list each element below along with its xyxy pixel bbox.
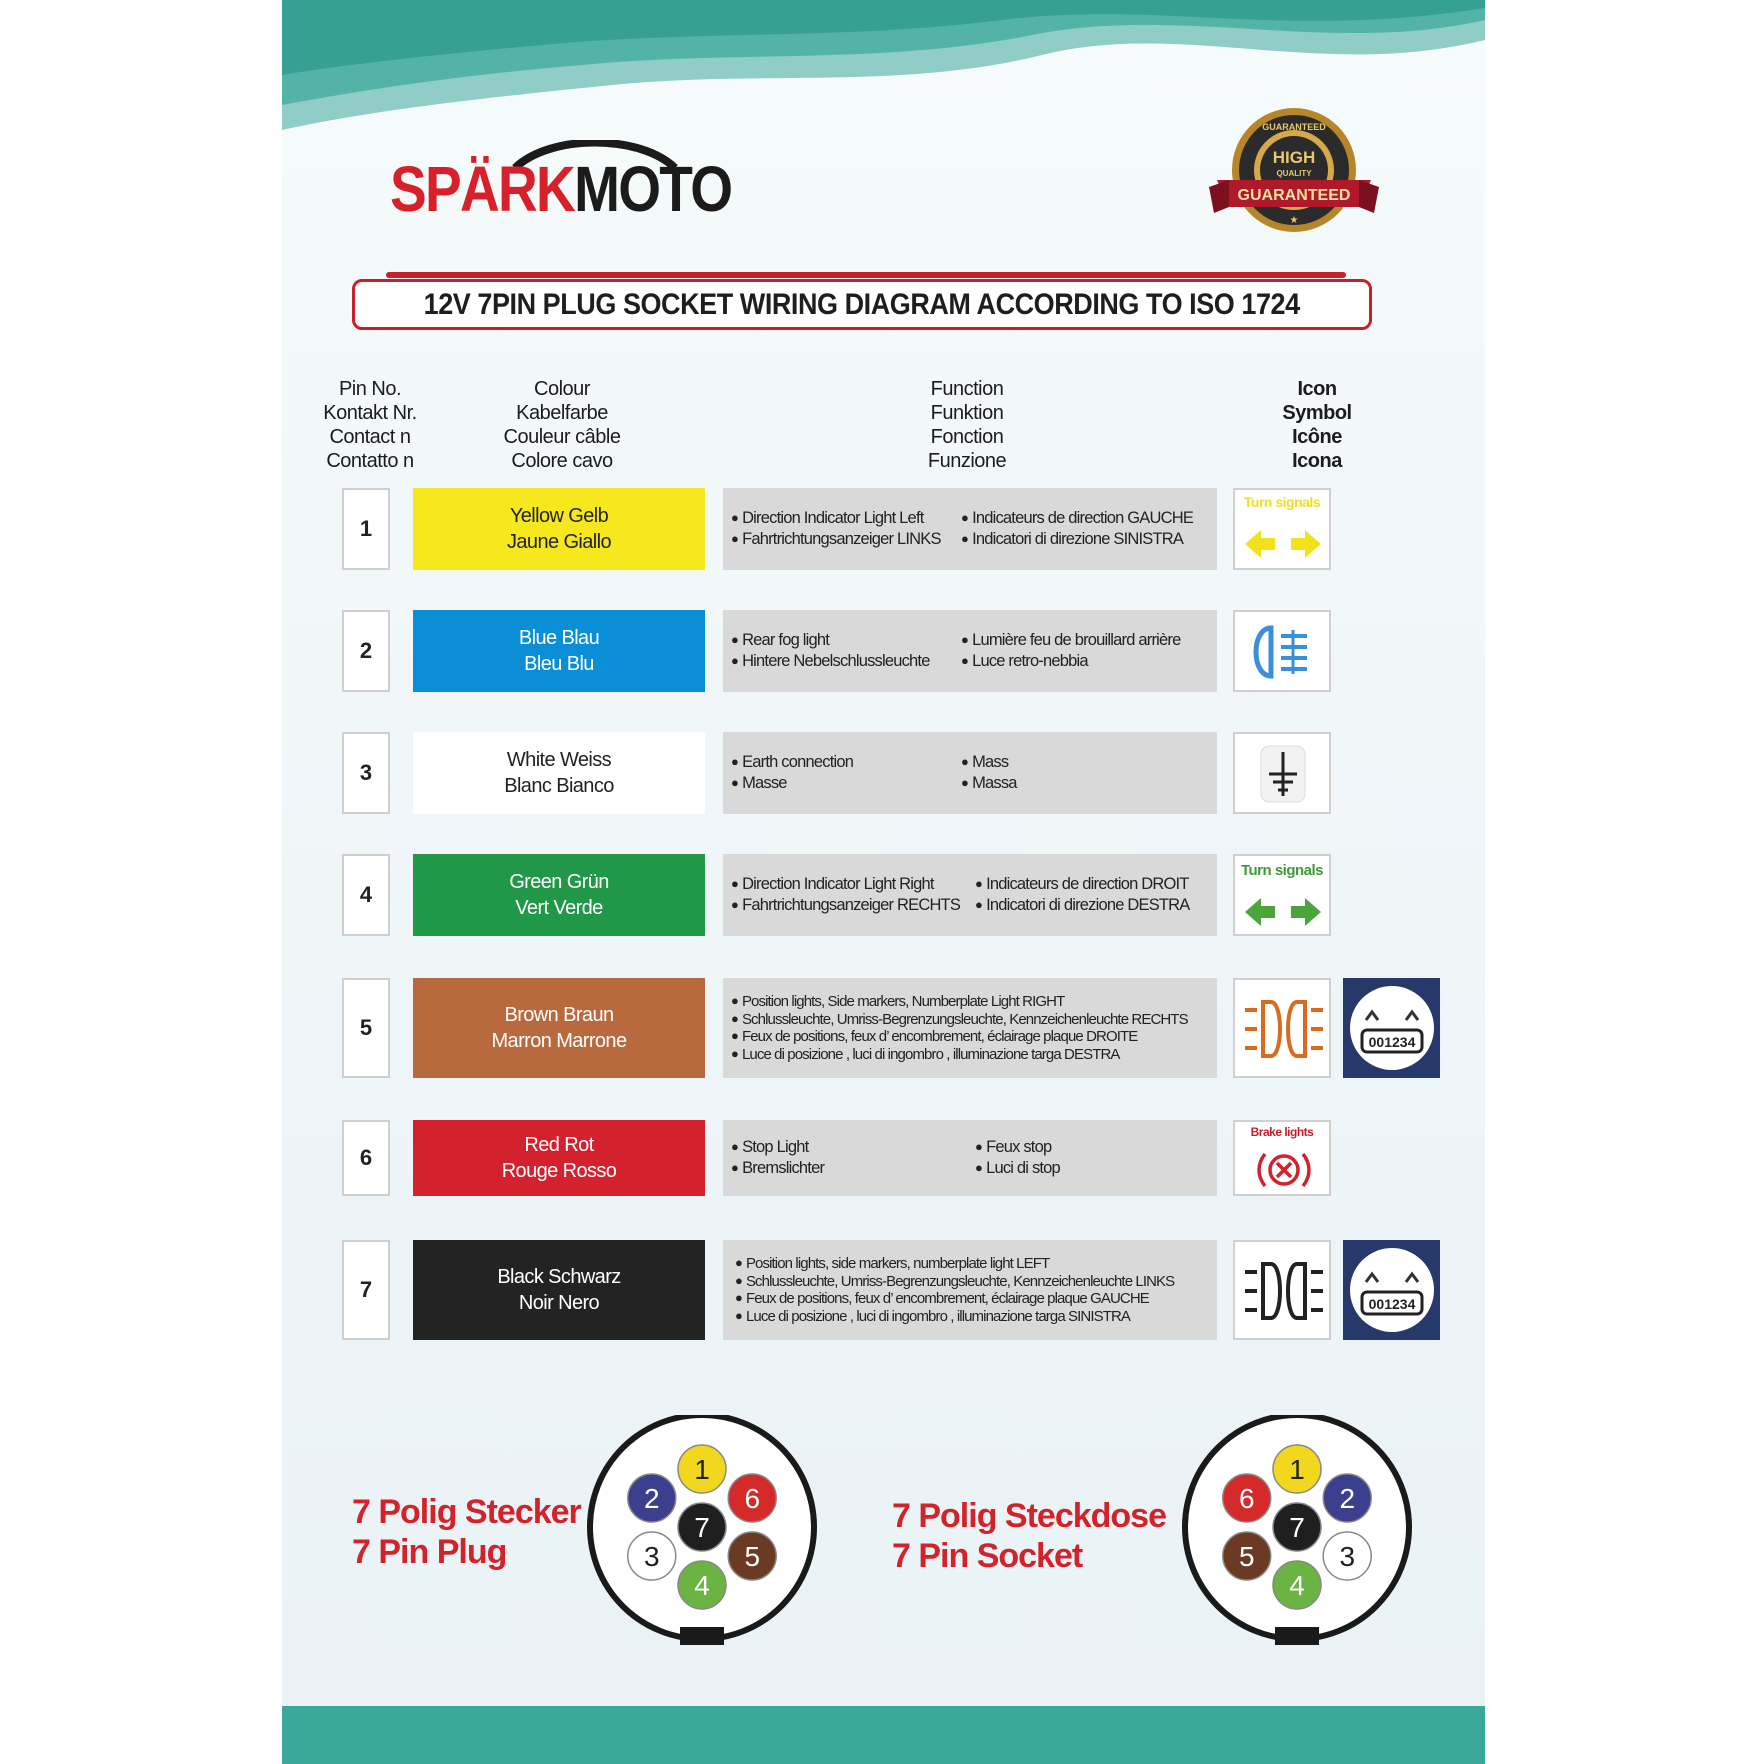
colour-cell <box>413 610 705 692</box>
function-cell <box>723 854 1217 936</box>
pin-number: 3 <box>342 732 390 814</box>
function-cell <box>723 1240 1217 1340</box>
brake-symbol-icon <box>1257 1146 1311 1194</box>
function-item: ● Masse <box>731 773 853 794</box>
function-cell <box>723 1120 1217 1196</box>
colour-cell <box>413 1240 705 1340</box>
fog-light-icon <box>1233 610 1331 692</box>
function-left <box>731 488 941 570</box>
colour-line: White Weiss <box>506 749 612 771</box>
plug-label <box>352 1492 581 1572</box>
plug-label-line: 7 Pin Plug <box>352 1533 507 1571</box>
turn-signal-icon <box>1233 488 1331 570</box>
function-item: ● Indicateurs de direction DROIT <box>975 874 1190 895</box>
function-cell <box>723 610 1217 692</box>
pin-number: 1 <box>342 488 390 570</box>
header-colour-line: Colour <box>534 378 590 400</box>
function-item: ● Schlussleuchte, Umriss-Begrenzungsleuchte, Kennzeichenleuchte LINKS <box>735 1273 1174 1291</box>
header-pin-line: Contatto n <box>326 450 414 472</box>
colour-line: Brown Braun <box>504 1004 614 1026</box>
function-item: ● Hintere Nebelschlussleuchte <box>731 651 930 672</box>
poster <box>282 0 1485 1764</box>
function-item: ● Luce di posizione , luci di ingombro , illuminazione targa DESTRA <box>731 1046 1188 1064</box>
function-left <box>731 732 853 814</box>
arrows-icon <box>1241 892 1325 932</box>
function-item: ● Feux de positions, feux d’ encombrement, éclairage plaque GAUCHE <box>735 1290 1174 1308</box>
header-icon-line: Icon <box>1297 378 1337 400</box>
function-right <box>961 732 1017 814</box>
function-item: ● Luce retro-nebbia <box>961 651 1180 672</box>
header-function-line: Funzione <box>927 450 1007 472</box>
badge-ribbon-text: GUARANTEED <box>1237 187 1351 204</box>
function-item: ● Position lights, Side markers, Numberplate Light RIGHT <box>731 993 1188 1011</box>
socket-label <box>892 1496 1166 1576</box>
colour-line: Green Grün <box>509 871 609 893</box>
function-item: ● Direction Indicator Light Left <box>731 508 941 529</box>
header-function-line: Fonction <box>930 426 1004 448</box>
function-item: ● Massa <box>961 773 1017 794</box>
plug-label-line: 7 Polig Stecker <box>352 1493 581 1531</box>
header-colour-line: Colore cavo <box>511 450 613 472</box>
socket-label-line: 7 Pin Socket <box>892 1537 1083 1575</box>
side-marker-icon <box>1241 1258 1327 1324</box>
function-cell <box>723 488 1217 570</box>
function-item: ● Luce di posizione , luci di ingombro , illuminazione targa SINISTRA <box>735 1308 1174 1326</box>
side-marker-icon <box>1241 996 1327 1062</box>
logo-part-dark: MOTO <box>574 153 732 225</box>
title-accent-bar <box>386 272 1346 278</box>
colour-line: Jaune Giallo <box>507 531 611 553</box>
function-item: ● Rear fog light <box>731 630 930 651</box>
function-list <box>731 978 1188 1078</box>
header-icon-line: Symbol <box>1282 402 1352 424</box>
function-left <box>731 854 960 936</box>
header-icon-line: Icône <box>1292 426 1342 448</box>
colour-line: Vert Verde <box>515 897 603 919</box>
socket-pin-label: 1 <box>1289 1454 1305 1485</box>
socket-pin-label: 2 <box>1339 1483 1356 1514</box>
plate-light-icon <box>1348 1246 1436 1334</box>
plug-pin-label: 4 <box>694 1570 710 1601</box>
socket-pin-label: 6 <box>1238 1483 1255 1514</box>
position-light-icon <box>1233 1240 1331 1340</box>
numberplate-icon <box>1343 978 1440 1078</box>
function-left <box>731 1120 824 1196</box>
plate-light-icon <box>1348 984 1436 1072</box>
plug-pin-label: 1 <box>694 1454 710 1485</box>
header-icon <box>1242 377 1392 473</box>
socket-key-notch <box>1275 1627 1319 1645</box>
function-left <box>731 610 930 692</box>
colour-line: Marron Marrone <box>491 1030 627 1052</box>
fog-lamp-icon <box>1249 622 1319 682</box>
function-item: ● Schlussleuchte, Umriss-Begrenzungsleuchte, Kennzeichenleuchte RECHTS <box>731 1011 1188 1029</box>
colour-line: Blue Blau <box>518 627 600 649</box>
header-function <box>887 377 1047 473</box>
colour-cell <box>413 1120 705 1196</box>
pin-number: 5 <box>342 978 390 1078</box>
function-right <box>961 610 1180 692</box>
header-pin-line: Kontakt Nr. <box>323 402 417 424</box>
function-item: ● Lumière feu de brouillard arrière <box>961 630 1180 651</box>
function-item: ● Earth connection <box>731 752 853 773</box>
pin-number: 7 <box>342 1240 390 1340</box>
colour-line: Black Schwarz <box>497 1266 621 1288</box>
numberplate-icon <box>1343 1240 1440 1340</box>
function-right <box>975 1120 1060 1196</box>
plate-number: 001234 <box>1368 1034 1416 1050</box>
colour-cell <box>413 488 705 570</box>
function-item: ● Bremslichter <box>731 1158 824 1179</box>
colour-line: Bleu Blu <box>524 653 594 675</box>
colour-line: Noir Nero <box>518 1292 600 1314</box>
badge-star-icon: ★ <box>1289 215 1299 226</box>
function-item: ● Indicatori di direzione SINISTRA <box>961 529 1193 550</box>
socket-connector-diagram <box>1177 1415 1417 1655</box>
turn-signal-icon <box>1233 854 1331 936</box>
logo-part-red: SPÄRK <box>390 153 575 225</box>
colour-line: Blanc Bianco <box>504 775 614 797</box>
header-pin-line: Contact n <box>329 426 411 448</box>
icon-label: Turn signals <box>1243 494 1321 510</box>
badge-ring-text: GUARANTEED <box>1262 122 1326 132</box>
header-function-line: Function <box>930 378 1004 400</box>
function-cell <box>723 978 1217 1078</box>
brake-light-icon <box>1233 1120 1331 1196</box>
colour-line: Rouge Rosso <box>501 1160 617 1182</box>
header-pin-line: Pin No. <box>338 378 402 400</box>
function-item: ● Position lights, side markers, numberplate light LEFT <box>735 1255 1174 1273</box>
plate-number: 001234 <box>1368 1296 1416 1312</box>
function-item: ● Fahrtrichtungsanzeiger RECHTS <box>731 895 960 916</box>
earth-symbol-icon <box>1259 744 1307 804</box>
position-light-icon <box>1233 978 1331 1078</box>
pin-number: 6 <box>342 1120 390 1196</box>
header-pin <box>300 377 440 473</box>
bottom-band <box>282 1706 1485 1764</box>
plug-pin-label: 2 <box>643 1483 660 1514</box>
header-colour-line: Couleur câble <box>503 426 621 448</box>
plug-key-notch <box>680 1627 724 1645</box>
badge-high: HIGH <box>1272 148 1316 167</box>
icon-label: Brake lights <box>1250 1125 1314 1139</box>
header-colour-line: Kabelfarbe <box>516 402 608 424</box>
function-right <box>961 488 1193 570</box>
logo-text <box>390 152 731 226</box>
header-icon-line: Icona <box>1292 450 1342 472</box>
header-function-line: Funktion <box>930 402 1004 424</box>
colour-cell <box>413 854 705 936</box>
function-right <box>975 854 1190 936</box>
socket-pin-label: 4 <box>1289 1570 1305 1601</box>
badge-graphic <box>1209 105 1379 240</box>
socket-label-line: 7 Polig Steckdose <box>892 1497 1166 1535</box>
icon-label: Turn signals <box>1240 862 1324 879</box>
function-item: ● Mass <box>961 752 1017 773</box>
plug-connector-diagram <box>582 1415 822 1655</box>
function-item: ● Direction Indicator Light Right <box>731 874 960 895</box>
plug-pin-label: 6 <box>744 1483 761 1514</box>
function-cell <box>723 732 1217 814</box>
pin-number: 4 <box>342 854 390 936</box>
function-item: ● Stop Light <box>731 1137 824 1158</box>
function-item: ● Indicatori di direzione DESTRA <box>975 895 1190 916</box>
header-colour <box>477 377 647 473</box>
brand-logo <box>390 140 732 240</box>
quality-badge <box>1209 105 1379 245</box>
page-title: 12V 7PIN PLUG SOCKET WIRING DIAGRAM ACCORDING TO ISO 1724 <box>423 287 1300 321</box>
title-box <box>352 279 1372 330</box>
colour-cell <box>413 978 705 1078</box>
function-item: ● Luci di stop <box>975 1158 1060 1179</box>
plug-pin-label: 5 <box>744 1541 761 1572</box>
ground-icon <box>1233 732 1331 814</box>
function-item: ● Feux de positions, feux d’ encombrement, éclairage plaque DROITE <box>731 1028 1188 1046</box>
pin-number: 2 <box>342 610 390 692</box>
function-item: ● Indicateurs de direction GAUCHE <box>961 508 1193 529</box>
colour-line: Red Rot <box>524 1134 594 1156</box>
function-item: ● Fahrtrichtungsanzeiger LINKS <box>731 529 941 550</box>
plug-pin-label: 3 <box>643 1541 660 1572</box>
function-list <box>735 1240 1174 1340</box>
socket-pin-label: 3 <box>1339 1541 1356 1572</box>
colour-line: Yellow Gelb <box>509 505 609 527</box>
colour-cell <box>413 732 705 814</box>
function-item: ● Feux stop <box>975 1137 1060 1158</box>
arrows-icon <box>1241 524 1325 564</box>
socket-pin-label: 7 <box>1289 1512 1305 1543</box>
socket-pin-label: 5 <box>1238 1541 1255 1572</box>
badge-quality: QUALITY <box>1276 169 1312 178</box>
plug-pin-label: 7 <box>694 1512 710 1543</box>
